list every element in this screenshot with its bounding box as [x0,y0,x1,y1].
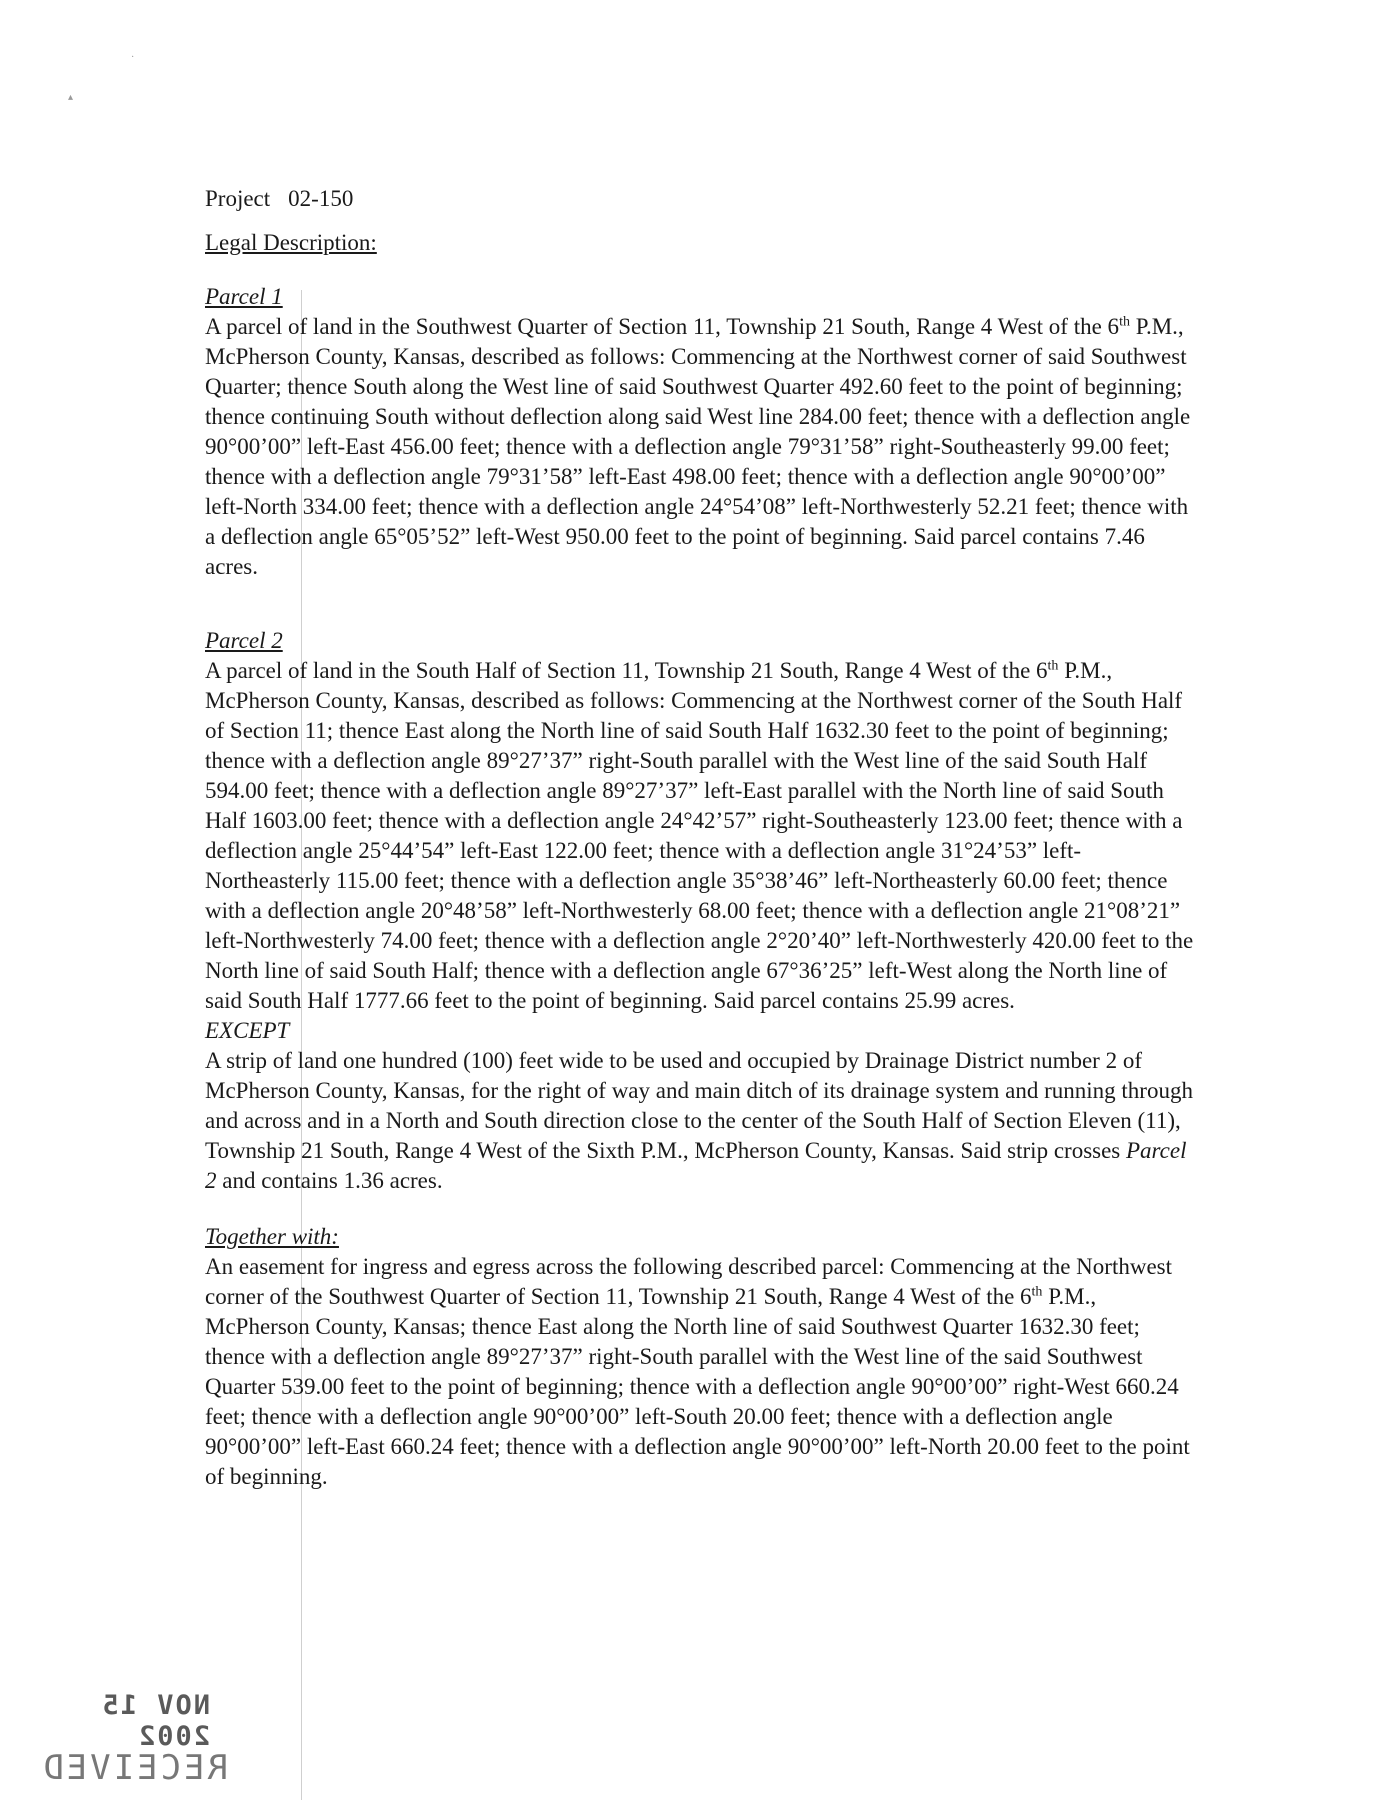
except-description [205,1046,1195,1196]
received-stamp-date: NOV 15 2002 [100,1690,210,1752]
parcel-1-text-b: P.M., McPherson County, Kansas, described as follows: Commencing at the Northwest corner of said Southwest Quarter; thence South along the West line of said Southwest Quarter 492.60 feet to the point of beginning; thence continuing South without deflection along said West line 284.00 feet; thence with a deflection angle 90°00’00” left-East 456.00 feet; thence with a deflection angle 79°31’58” right-Southeasterly 99.00 feet; thence with a deflection angle 79°31’58” left-East 498.00 feet; thence with a deflection angle 90°00’00” left-North 334.00 feet; thence with a deflection angle 24°54’08” left-Northwesterly 52.21 feet; thence with a deflection angle 65°05’52” left-West 950.00 feet to the point of beginning. Said parcel contains 7.46 acres. [205,314,1191,579]
parcel-2-description [205,656,1195,1016]
document-body [205,184,1195,1492]
scan-speck: · [131,52,135,63]
together-with-title: Together with: [205,1224,339,1249]
received-stamp [40,1690,240,1790]
parcel-2-title: Parcel 2 [205,628,283,653]
easement-text-b: P.M., McPherson County, Kansas; thence East along the North line of said Southwest Quarter 1632.30 feet; thence with a deflection angle 89°27’37” right-South parallel with the West line of the said Southwest Quarter 539.00 feet to the point of beginning; thence with a deflection angle 90°00’00” right-West 660.24 feet; thence with a deflection angle 90°00’00” left-South 20.00 feet; thence with a deflection angle 90°00’00” left-East 660.24 feet; thence with a deflection angle 90°00’00” left-North 20.00 feet to the point of beginning. [205,1284,1190,1489]
parcel-1-title: Parcel 1 [205,284,283,309]
received-stamp-label: RECEIVED [40,1748,228,1788]
parcel-1-sup: th [1119,314,1130,330]
project-number: 02-150 [288,186,354,211]
except-text-b: and contains 1.36 acres. [216,1168,443,1193]
easement-sup: th [1031,1284,1043,1300]
scan-speck: ▴ [68,92,74,103]
legal-description-heading: Legal Description: [205,230,377,255]
parcel-1-description [205,312,1195,582]
project-label: Project [205,186,271,211]
project-line [205,184,1195,214]
except-text-a: A strip of land one hundred (100) feet wide to be used and occupied by Drainage District number 2 of McPherson County, Kansas, for the right of way and main ditch of its drainage system and running through and across and in a North and South direction close to the center of the South Half of Section Eleven (11), Township 21 South, Range 4 West of the Sixth P.M., McPherson County, Kansas. Said strip crosses [205,1048,1193,1163]
except-title: EXCEPT [205,1018,290,1043]
parcel-2-text-a: A parcel of land in the South Half of Section 11, Township 21 South, Range 4 West of the 6 [205,658,1048,683]
easement-description [205,1252,1195,1492]
parcel-2-sup: th [1047,658,1059,674]
parcel-1-text-a: A parcel of land in the Southwest Quarter of Section 11, Township 21 South, Range 4 West of the 6 [205,314,1120,339]
parcel-2-text-b: P.M., McPherson County, Kansas, described as follows: Commencing at the Northwest corner of the South Half of Section 11; thence East along the North line of said South Half 1632.30 feet to the point of beginning; thence with a deflection angle 89°27’37” right-South parallel with the West line of the said South Half 594.00 feet; thence with a deflection angle 89°27’37” left-East parallel with the North line of said South Half 1603.00 feet; thence with a deflection angle 24°42’57” right-Southeasterly 123.00 feet; thence with a deflection angle 25°44’54” left-East 122.00 feet; thence with a deflection angle 31°24’53” left-Northeasterly 115.00 feet; thence with a deflection angle 35°38’46” left-Northeasterly 60.00 feet; thence with a deflection angle 20°48’58” left-Northwesterly 68.00 feet; thence with a deflection angle 21°08’21” left-Northwesterly 74.00 feet; thence with a deflection angle 2°20’40” left-Northwesterly 420.00 feet to the North line of said South Half; thence with a deflection angle 67°36’25” left-West along the North line of said South Half 1777.66 feet to the point of beginning. Said parcel contains 25.99 acres. [205,658,1194,1013]
easement-text-a: An easement for ingress and egress across the following described parcel: Commencing at the Northwest corner of the Southwest Quarter of Section 11, Township 21 South, Range 4 West of the 6 [205,1254,1172,1309]
except-parcel-ref: Parcel 2 [205,1138,1187,1193]
